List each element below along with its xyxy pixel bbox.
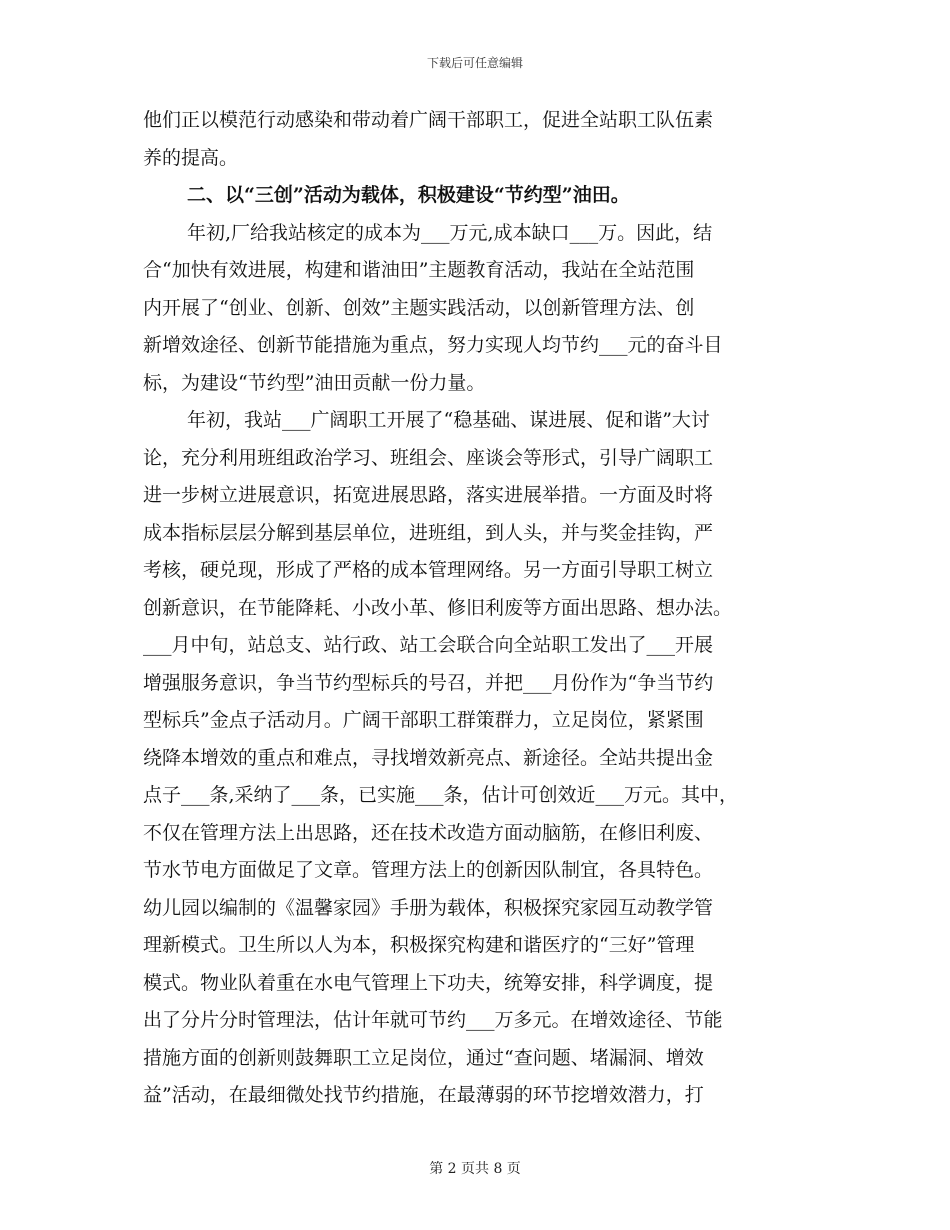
paragraph-line: 模式。物业队着重在水电气管理上下功夫，统筹安排，科学调度，提 <box>143 971 714 994</box>
paragraph-line: 绕降本增效的重点和难点，寻找增效新亮点、新途径。全站共提出金 <box>143 746 714 769</box>
paragraph-line: 年初,厂给我站核定的成本为___万元,成本缺口___万。因此，结 <box>187 221 713 244</box>
paragraph-line: 理新模式。卫生所以人为本，积极探究构建和谐医疗的“三好”管理 <box>143 934 695 956</box>
page-header: 下载后可任意编辑 <box>426 56 523 70</box>
paragraph-line: 点子___条,采纳了___条，已实施___条，估计可创效近___万元。其中， <box>143 784 739 806</box>
paragraph-line: 不仅在管理方法上出思路，还在技术改造方面动脑筋，在修旧利废、 <box>143 821 714 844</box>
paragraph-line: ___月中旬，站总支、站行政、站工会联合向全站职工发出了___开展 <box>143 634 714 656</box>
paragraph-line: 考核，硬兑现，形成了严格的成本管理网络。另一方面引导职工树立 <box>143 559 714 581</box>
paragraph-line: 节水节电方面做足了文章。管理方法上的创新因队制宜，各具特色。 <box>143 859 714 881</box>
page-footer: 第 2 页共 8 页 <box>429 1161 521 1177</box>
document-body <box>143 102 811 1115</box>
paragraph-line: 幼儿园以编制的《温馨家园》手册为载体，积极探究家园互动教学管 <box>143 896 714 919</box>
paragraph-line: 年初，我站___广阔职工开展了“稳基础、谋进展、促和谐”大讨 <box>187 409 710 431</box>
paragraph-line: 创新意识，在节能降耗、小改小革、修旧利废等方面出思路、想办法。 <box>143 596 733 619</box>
paragraph-line: 益”活动，在最细微处找节约措施，在最薄弱的环节挖增效潜力，打 <box>143 1084 704 1106</box>
paragraph-line: 进一步树立进展意识，拓宽进展思路，落实进展举措。一方面及时将 <box>143 484 714 506</box>
paragraph-line: 措施方面的创新则鼓舞职工立足岗位，通过“查问题、堵漏洞、增效 <box>143 1046 704 1069</box>
paragraph-line: 型标兵”金点子活动月。广阔干部职工群策群力，立足岗位，紧紧围 <box>143 709 704 731</box>
paragraph-line: 论，充分利用班组政治学习、班组会、座谈会等形式，引导广阔职工 <box>143 446 714 469</box>
paragraph-line: 内开展了“创业、创新、创效”主题实践活动，以创新管理方法、创 <box>143 296 695 319</box>
paragraph-line: 成本指标层层分解到基层单位，进班组，到人头，并与奖金挂钩，严 <box>143 521 714 544</box>
section-heading: 二、以“三创”活动为载体，积极建设“节约型”油田。 <box>187 184 630 206</box>
paragraph-line: 增强服务意识，争当节约型标兵的号召，并把___月份作为“争当节约 <box>143 671 714 694</box>
paragraph-line: 新增效途径、创新节能措施为重点，努力实现人均节约___元的奋斗目 <box>143 334 723 356</box>
paragraph-line: 合“加快有效进展，构建和谐油田”主题教育活动，我站在全站范围 <box>143 259 695 281</box>
paragraph-line: 养的提高。 <box>143 146 239 169</box>
paragraph-line: 他们正以模范行动感染和带动着广阔干部职工，促进全站职工队伍素 <box>143 109 714 131</box>
paragraph-line: 出了分片分时管理法，估计年就可节约___万多元。在增效途径、节能 <box>143 1009 723 1031</box>
paragraph-line: 标，为建设“节约型”油田贡献一份力量。 <box>143 371 486 394</box>
